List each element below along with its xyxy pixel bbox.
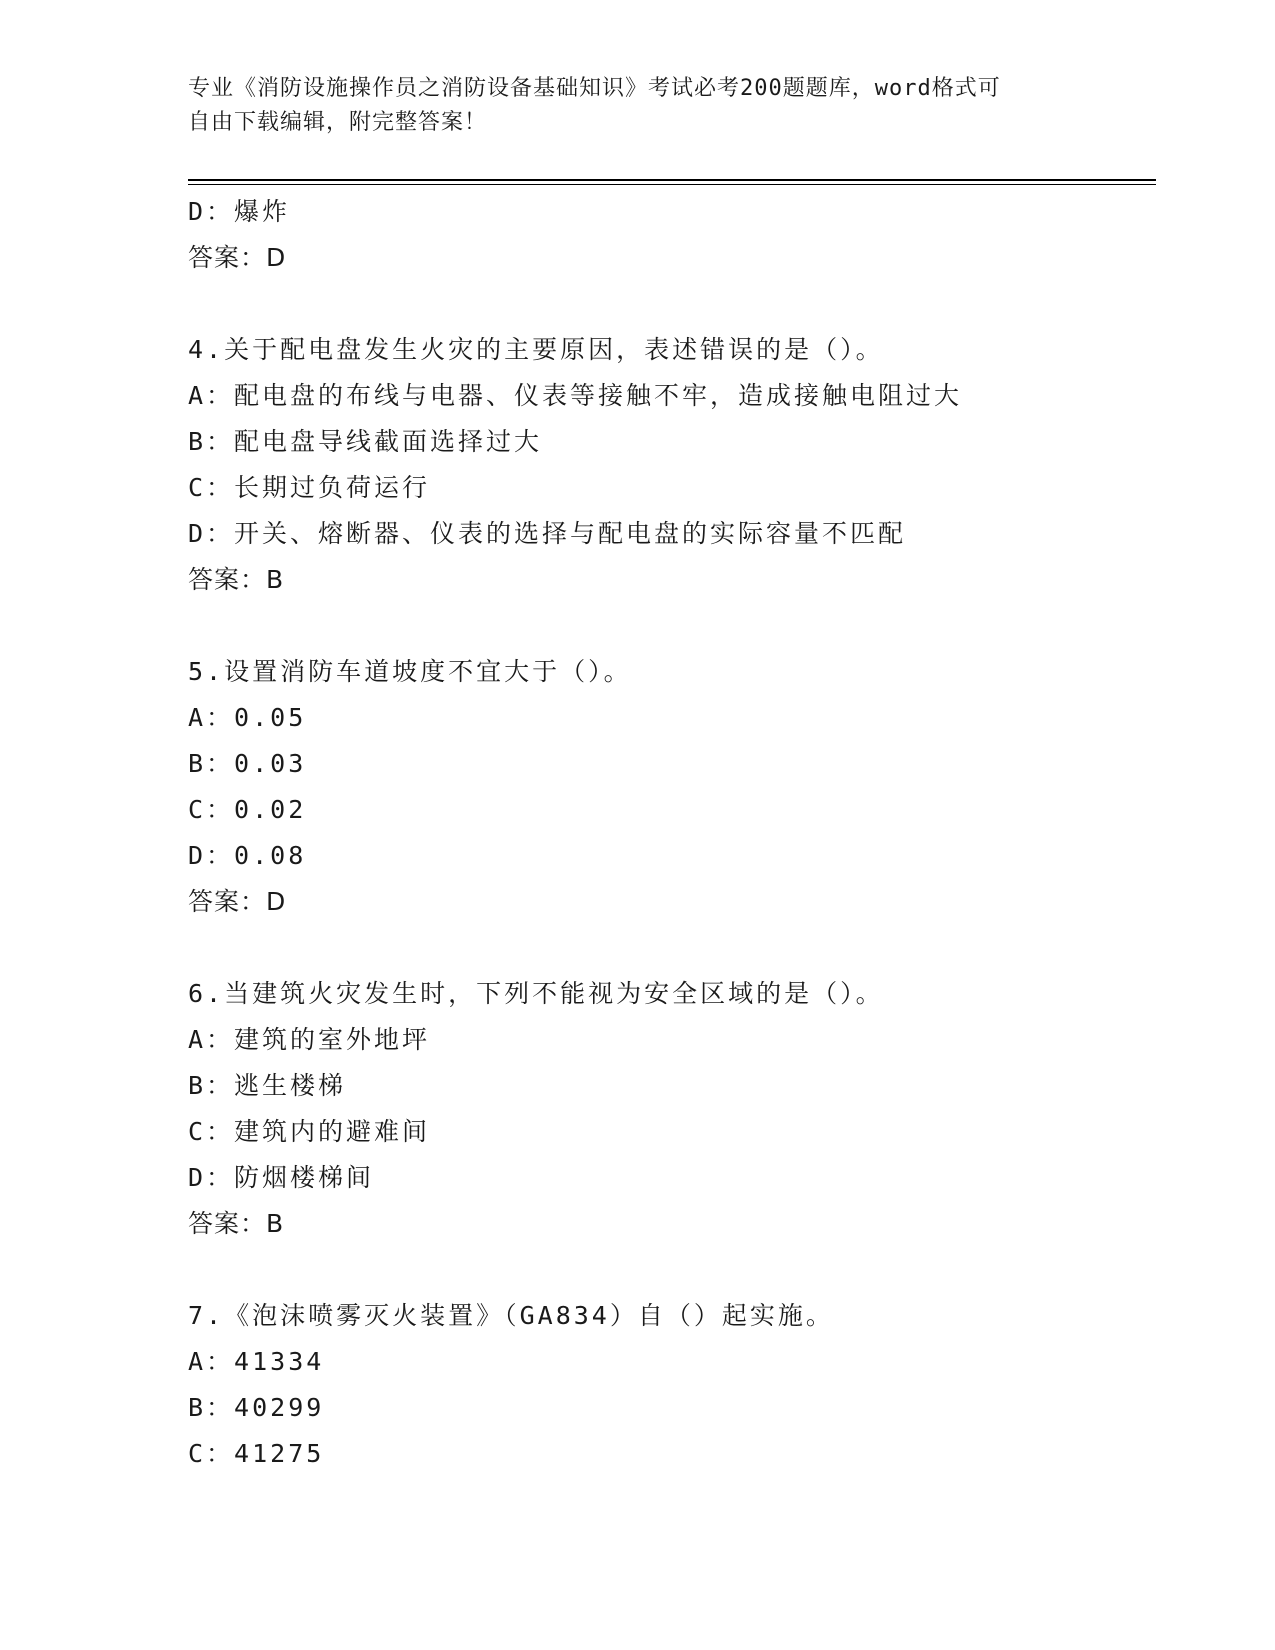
option-c: C：0.02 xyxy=(188,795,307,824)
question-stem: 7.《泡沫喷雾灭火装置》（GA834）自（）起实施。 xyxy=(188,1301,834,1330)
question-4 xyxy=(188,327,1156,603)
header-rule-thick xyxy=(188,179,1156,181)
option-a: A：配电盘的布线与电器、仪表等接触不牢，造成接触电阻过大 xyxy=(188,381,963,410)
option-c: C：建筑内的避难间 xyxy=(188,1117,431,1146)
option-b: B：配电盘导线截面选择过大 xyxy=(188,427,543,456)
question-list xyxy=(188,189,1156,1477)
option-c: C：41275 xyxy=(188,1439,325,1468)
document-header xyxy=(188,72,1088,140)
option-d: D：开关、熔断器、仪表的选择与配电盘的实际容量不匹配 xyxy=(188,519,907,548)
answer-line: 答案：B xyxy=(188,565,285,594)
option-d: D：爆炸 xyxy=(188,197,291,226)
option-d: D：防烟楼梯间 xyxy=(188,1163,375,1192)
answer-line: 答案：D xyxy=(188,243,287,272)
header-line-2: 自由下载编辑，附完整答案！ xyxy=(188,110,488,135)
question-5 xyxy=(188,649,1156,925)
question-stem: 6.当建筑火灾发生时，下列不能视为安全区域的是（）。 xyxy=(188,979,884,1008)
answer-line: 答案：D xyxy=(188,887,287,916)
spacer xyxy=(188,1247,1156,1293)
option-b: B：0.03 xyxy=(188,749,307,778)
option-b: B：逃生楼梯 xyxy=(188,1071,347,1100)
question-3-tail xyxy=(188,189,1156,281)
option-a: A：建筑的室外地坪 xyxy=(188,1025,431,1054)
answer-line: 答案：B xyxy=(188,1209,285,1238)
header-line-1: 专业《消防设施操作员之消防设备基础知识》考试必考200题题库，word格式可 xyxy=(188,76,1001,101)
option-b: B：40299 xyxy=(188,1393,325,1422)
option-d: D：0.08 xyxy=(188,841,307,870)
header-rule-thin xyxy=(188,184,1156,185)
question-6 xyxy=(188,971,1156,1247)
option-c: C：长期过负荷运行 xyxy=(188,473,431,502)
spacer xyxy=(188,603,1156,649)
question-7 xyxy=(188,1293,1156,1477)
option-a: A：0.05 xyxy=(188,703,307,732)
spacer xyxy=(188,281,1156,327)
question-stem: 5.设置消防车道坡度不宜大于（）。 xyxy=(188,657,632,686)
option-a: A：41334 xyxy=(188,1347,325,1376)
question-stem: 4.关于配电盘发生火灾的主要原因，表述错误的是（）。 xyxy=(188,335,884,364)
spacer xyxy=(188,925,1156,971)
